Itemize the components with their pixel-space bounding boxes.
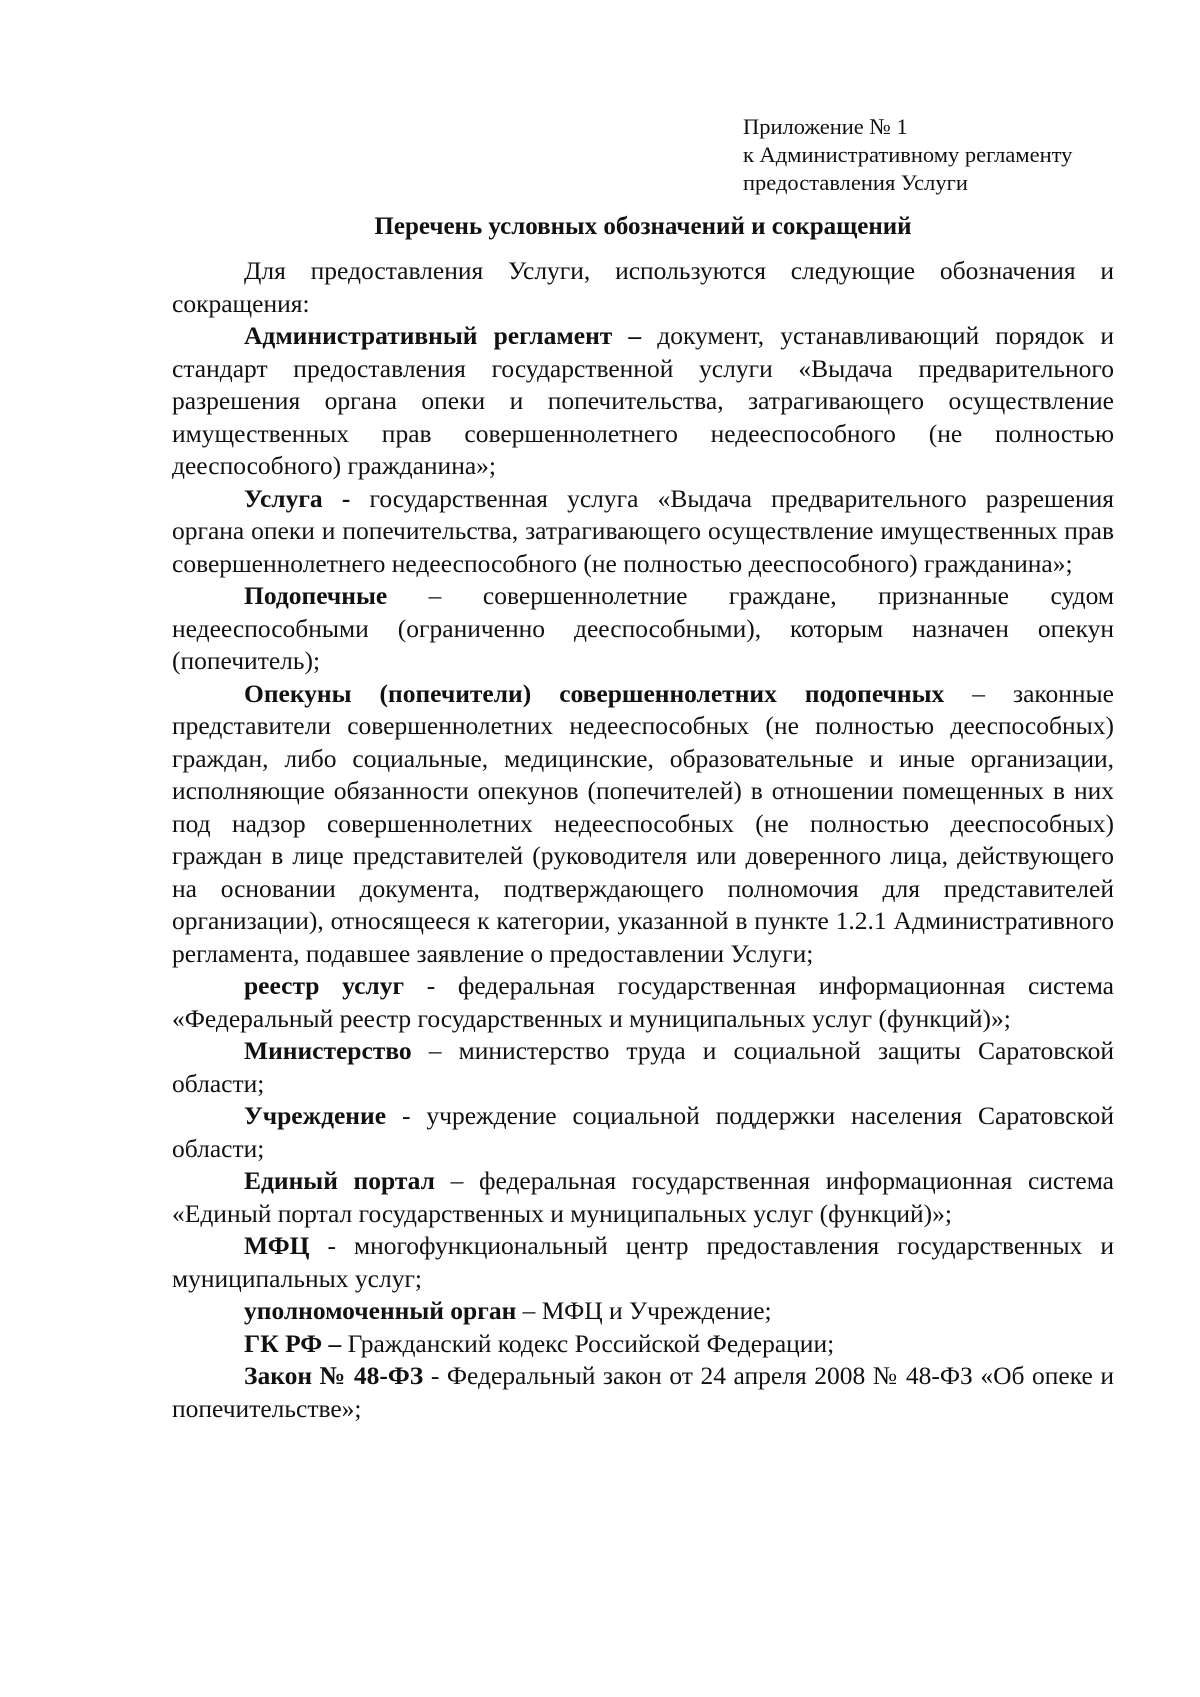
definition-unified-portal <box>172 1165 1114 1230</box>
definition-wards <box>172 580 1114 678</box>
definition-text: документ, устанавливающий порядок и стандарт предоставления государственной услуги «Выдача предварительного разрешения органа опеки и попечительства, затрагивающего осуществление имущественных прав совершеннолетнего недееспособного (не полностью дееспособного) гражданина»; <box>172 321 1115 480</box>
appendix-line-service: предоставления Услуги <box>743 170 968 195</box>
intro-paragraph: Для предоставления Услуги, используются следующие обозначения и сокращения: <box>172 256 1114 318</box>
definition-authorized-body <box>172 1295 1114 1328</box>
definition-ministry <box>172 1035 1114 1100</box>
definition-service <box>172 483 1114 581</box>
definition-administrative-regulation <box>172 320 1114 483</box>
definition-law-48fz <box>172 1360 1114 1425</box>
definition-text: – федеральная государственная информационная система «Единый портал государственных и муниципальных услуг (функций)»; <box>172 1166 1114 1228</box>
definition-guardians <box>172 678 1114 971</box>
definition-term: ГК РФ – <box>244 1328 342 1358</box>
definition-text: – МФЦ и Учреждение; <box>516 1296 772 1325</box>
appendix-line-number: Приложение № 1 <box>743 114 908 139</box>
definition-institution <box>172 1100 1114 1165</box>
definition-mfc <box>172 1230 1114 1295</box>
definition-term: Учреждение <box>244 1101 387 1130</box>
definition-term: Услуга - <box>244 483 351 513</box>
definition-text: - многофункциональный центр предоставления государственных и муниципальных услуг; <box>172 1231 1114 1293</box>
definition-term: Министерство <box>244 1036 412 1065</box>
definition-term: Опекуны (попечители) совершеннолетних подопечных <box>244 678 945 708</box>
definition-services-registry <box>172 970 1114 1035</box>
definition-text: – законные представители совершеннолетних недееспособных (не полностью дееспособных) граждан, либо социальные, медицинские, образовательные и иные организации, исполняющие обязанности опекунов (попечителей) в отношении помещенных в них под надзор совершеннолетних недееспособных (не полностью дееспособных) граждан в лице представителей (руководителя или доверенного лица, действующего на основании документа, подтверждающего полномочия для представителей организации), относящееся к категории, указанной в пункте 1.2.1 Административного регламента, подавшее заявление о предоставлении Услуги; <box>172 678 1114 968</box>
definition-text: - учреждение социальной поддержки населения Саратовской области; <box>172 1101 1114 1163</box>
definition-term: Единый портал <box>244 1166 435 1195</box>
definition-text: - Федеральный закон от 24 апреля 2008 № 48-ФЗ «Об опеке и попечительстве»; <box>172 1361 1114 1423</box>
definition-term: реестр услуг <box>244 971 405 1000</box>
appendix-line-reference: к Административному регламенту <box>743 142 1073 167</box>
definition-text: – министерство труда и социальной защиты Саратовской области; <box>172 1036 1114 1098</box>
definition-term: Административный регламент – <box>244 321 642 350</box>
appendix-note <box>743 113 1163 197</box>
definition-text: государственная услуга «Выдача предварительного разрешения органа опеки и попечительства, затрагивающего осуществление имущественных прав совершеннолетнего недееспособного (не полностью дееспособного) гражданина»; <box>172 483 1114 578</box>
definition-term: МФЦ <box>244 1231 310 1260</box>
definition-civil-code <box>172 1328 1114 1361</box>
definition-text: Гражданский кодекс Российской Федерации; <box>341 1328 835 1358</box>
document-title: Перечень условных обозначений и сокращений <box>374 213 912 240</box>
definition-term: Закон № 48-ФЗ <box>244 1361 424 1390</box>
definition-text: - федеральная государственная информационная система «Федеральный реестр государственных и муниципальных услуг (функций)»; <box>172 971 1115 1033</box>
definition-term: Подопечные <box>244 581 388 610</box>
definition-text: – совершеннолетние граждане, признанные судом недееспособными (ограниченно дееспособными), которым назначен опекун (попечитель); <box>172 581 1114 675</box>
definitions-list <box>172 255 1114 1425</box>
definition-term: уполномоченный орган <box>244 1296 517 1325</box>
